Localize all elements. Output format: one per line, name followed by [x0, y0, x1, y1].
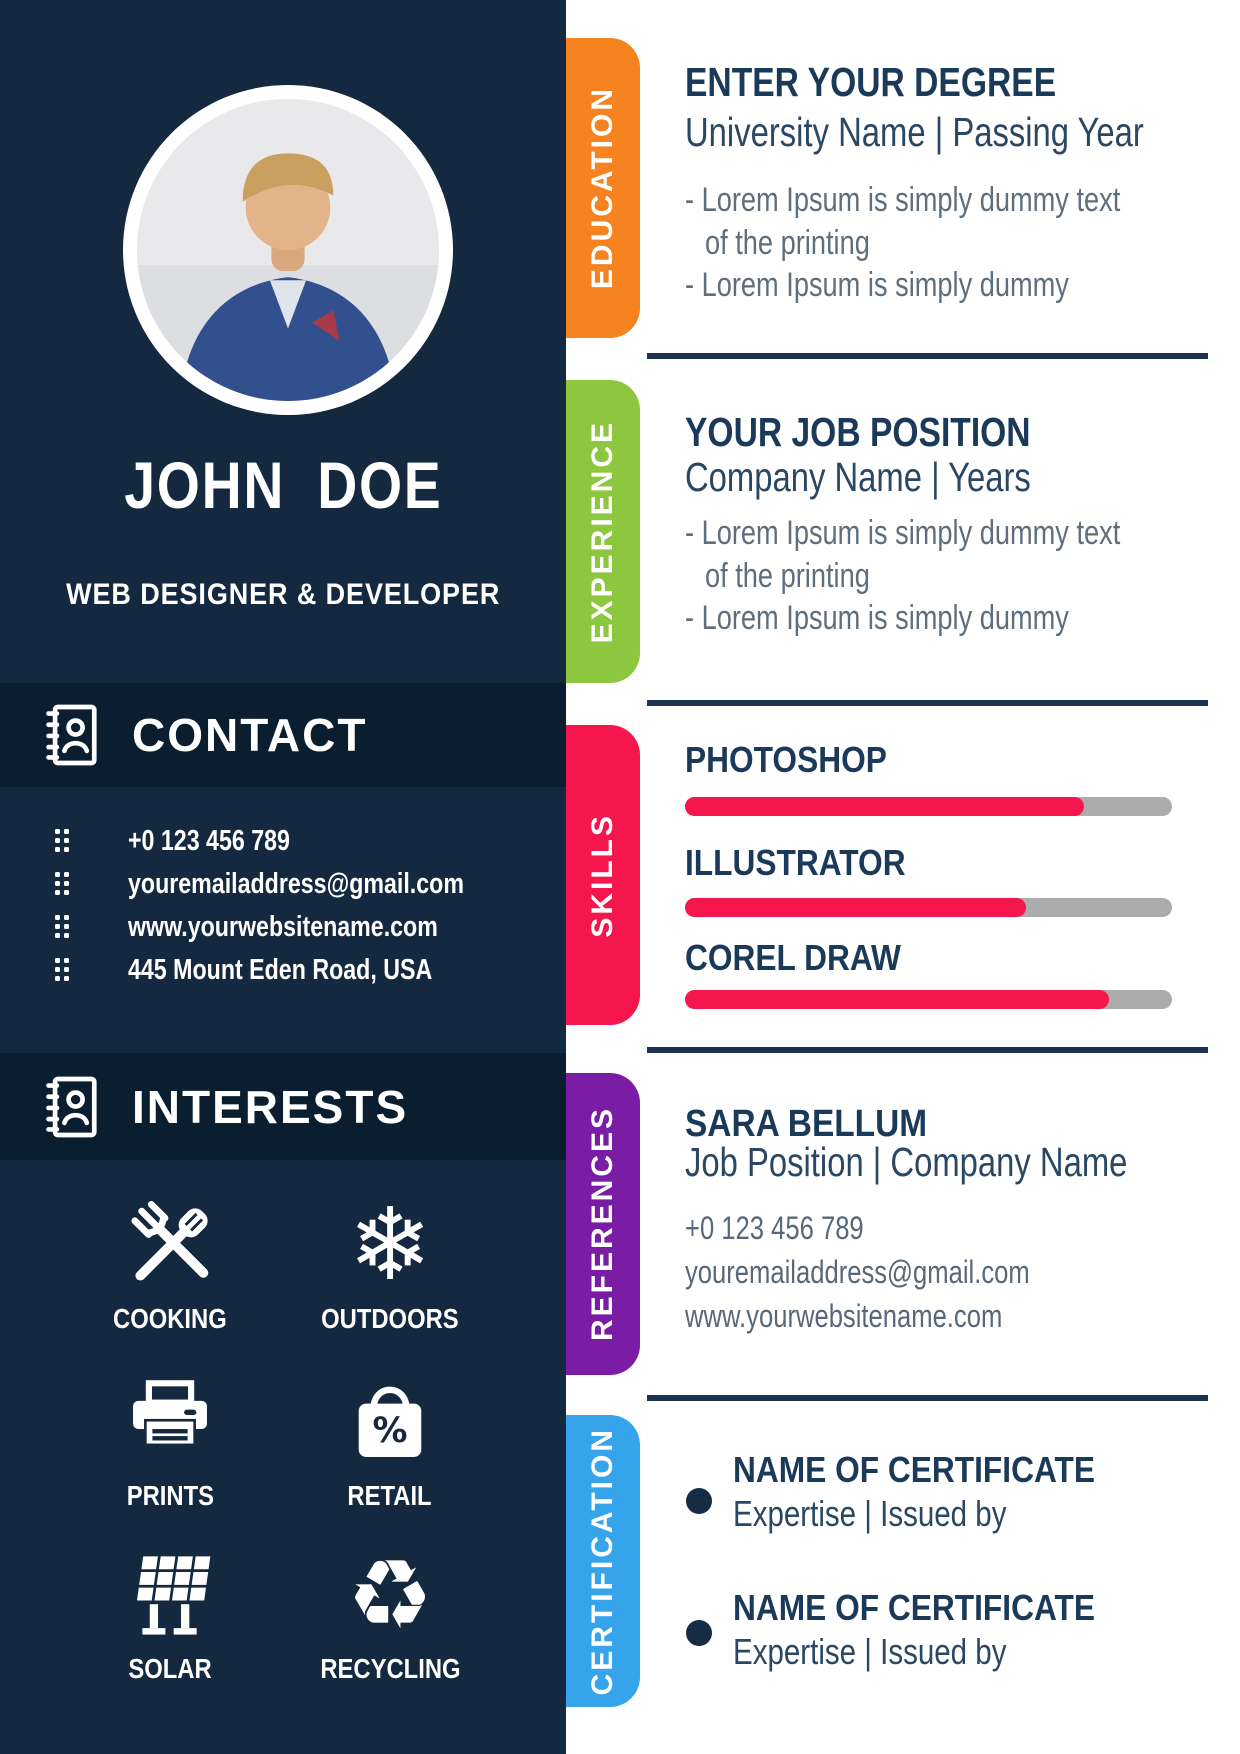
contact-book-icon: [42, 1074, 98, 1140]
skill-label: PHOTOSHOP: [685, 739, 887, 780]
contact-header-band: [0, 683, 566, 787]
certificate-bullet-icon: [686, 1488, 712, 1514]
printer-icon: [125, 1378, 215, 1466]
contact-address: 445 Mount Eden Road, USA: [55, 956, 508, 985]
certificate-detail: Expertise | Issued by: [733, 1493, 1007, 1534]
experience-bullet-cont: of the printing: [705, 557, 870, 595]
dots-marker-icon: [55, 872, 69, 895]
experience-bullet: - Lorem Ipsum is simply dummy: [685, 599, 1069, 637]
skill-label: ILLUSTRATOR: [685, 842, 906, 883]
person-portrait-icon: [137, 99, 439, 401]
skill-label: COREL DRAW: [685, 937, 901, 978]
education-heading: ENTER YOUR DEGREE: [685, 59, 1057, 105]
reference-website: www.yourwebsitename.com: [685, 1298, 1003, 1334]
person-name: JOHN DOE: [123, 448, 443, 522]
certificate-detail: Expertise | Issued by: [733, 1631, 1007, 1672]
education-subheading: University Name | Passing Year: [685, 109, 1144, 155]
interest-prints: PRINTS: [55, 1370, 285, 1510]
certificate-name: NAME OF CERTIFICATE: [733, 1587, 1095, 1628]
contact-book-icon: [42, 702, 98, 768]
education-bullet-cont: of the printing: [705, 224, 870, 262]
certificate-bullet-icon: [686, 1620, 712, 1646]
education-bullet: - Lorem Ipsum is simply dummy text: [685, 181, 1121, 219]
interest-outdoors: ❄ OUTDOORS: [321, 1186, 459, 1334]
solar-panel-icon: [124, 1549, 216, 1641]
shopping-bag-icon: [344, 1376, 436, 1468]
tab-experience: EXPERIENCE: [566, 380, 640, 683]
skill-bar-fill: [685, 990, 1109, 1009]
contact-phone: +0 123 456 789: [55, 827, 330, 856]
interests-title: INTERESTS: [132, 1080, 409, 1133]
experience-bullet: - Lorem Ipsum is simply dummy text: [685, 514, 1121, 552]
person-role: WEB DESIGNER & DEVELOPER: [65, 578, 501, 611]
contact-email: youremailaddress@gmail.com: [55, 870, 548, 899]
skill-bar-fill: [685, 797, 1084, 816]
contact-website: www.yourwebsitename.com: [55, 913, 515, 942]
snowflake-icon: ❄: [348, 1186, 432, 1303]
experience-heading: YOUR JOB POSITION: [685, 409, 1031, 455]
contact-title: CONTACT: [132, 709, 368, 761]
section-divider: [647, 353, 1208, 359]
tab-references: REFERENCES: [566, 1073, 640, 1375]
reference-phone: +0 123 456 789: [685, 1210, 864, 1246]
dots-marker-icon: [55, 829, 69, 852]
profile-photo-frame: [123, 85, 453, 415]
education-bullet: - Lorem Ipsum is simply dummy: [685, 266, 1069, 304]
skill-bar: [685, 898, 1172, 917]
section-divider: [647, 700, 1208, 706]
dots-marker-icon: [55, 915, 69, 938]
experience-subheading: Company Name | Years: [685, 454, 1031, 500]
section-divider: [647, 1395, 1208, 1401]
skill-bar: [685, 990, 1172, 1009]
reference-name: SARA BELLUM: [685, 1103, 928, 1145]
interest-solar: SOLAR: [55, 1543, 285, 1683]
certificate-name: NAME OF CERTIFICATE: [733, 1449, 1095, 1490]
interest-retail: % RETAIL: [275, 1370, 505, 1510]
section-divider: [647, 1047, 1208, 1053]
recycle-icon: ♻: [346, 1539, 434, 1651]
cooking-icon: [122, 1197, 219, 1294]
profile-photo: [137, 99, 439, 401]
svg-text:%: %: [372, 1411, 408, 1452]
interest-recycling: ♻ RECYCLING: [319, 1539, 461, 1684]
interests-header-band: [0, 1053, 566, 1160]
reference-subheading: Job Position | Company Name: [685, 1139, 1128, 1185]
tab-education: EDUCATION: [566, 38, 640, 338]
interest-cooking: COOKING: [55, 1193, 285, 1333]
skill-bar-fill: [685, 898, 1026, 917]
tab-certification: CERTIFICATION: [566, 1415, 640, 1707]
tab-skills: SKILLS: [566, 725, 640, 1025]
skill-bar: [685, 797, 1172, 816]
reference-email: youremailaddress@gmail.com: [685, 1254, 1030, 1290]
dots-marker-icon: [55, 958, 69, 981]
